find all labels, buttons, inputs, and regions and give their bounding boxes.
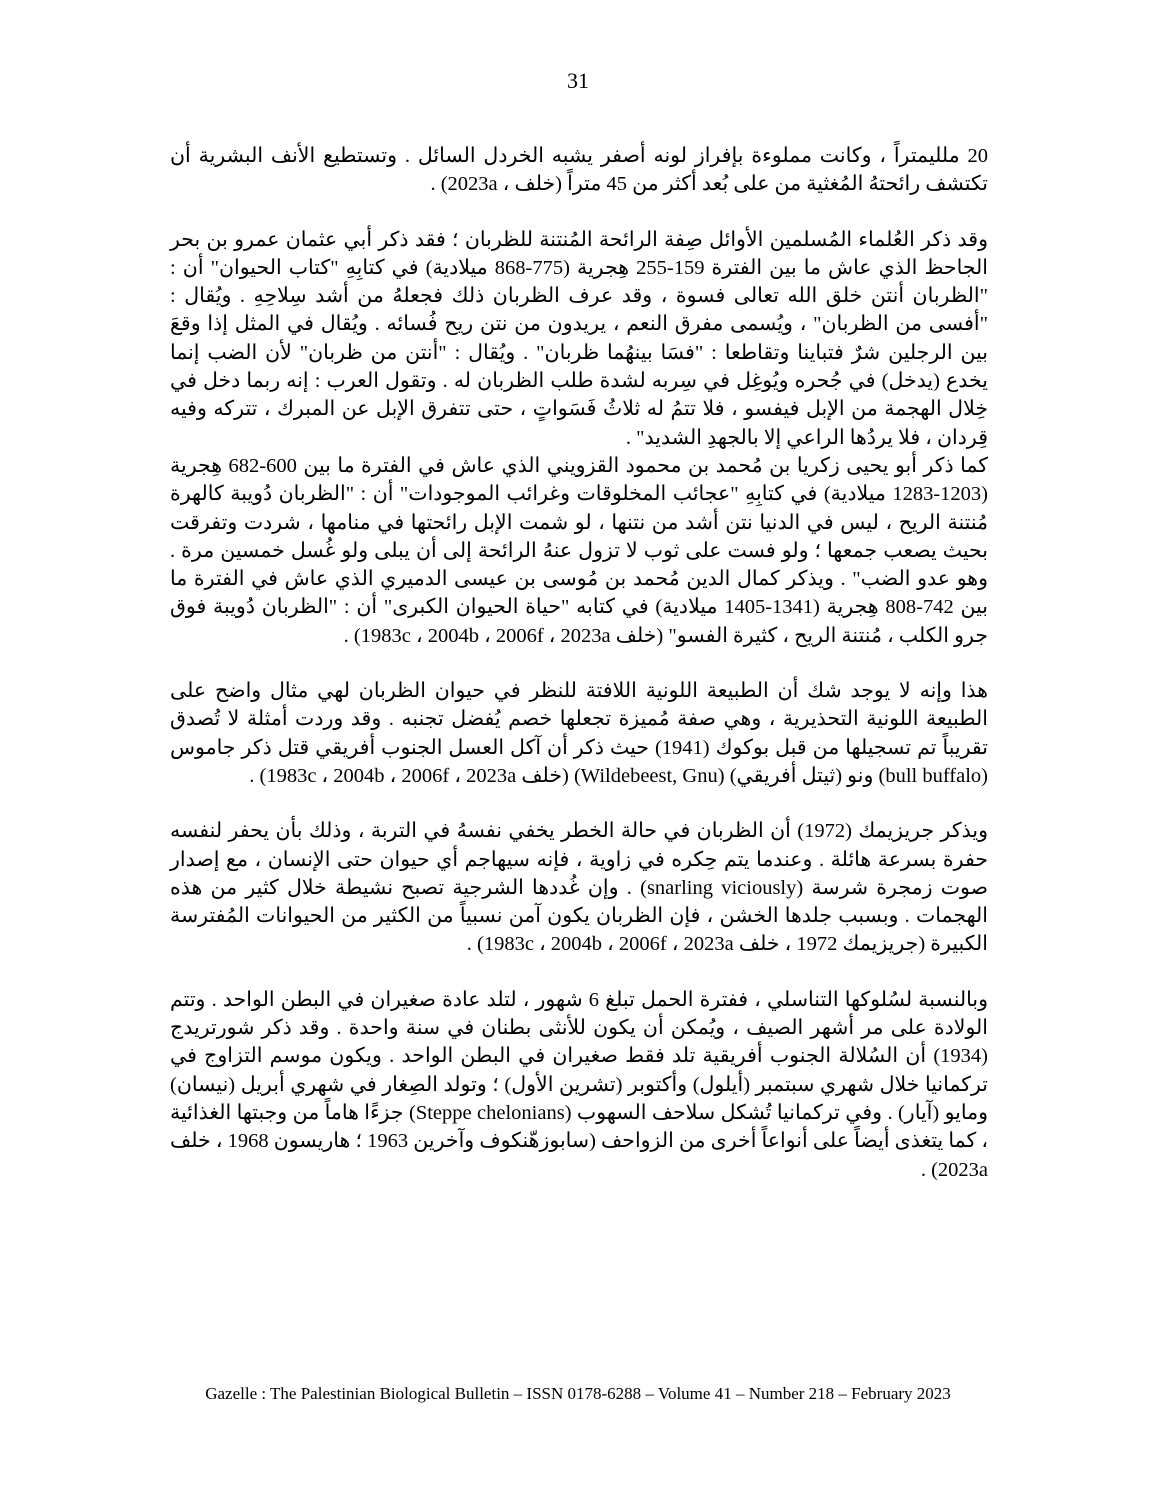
page-number: 31 <box>567 68 589 93</box>
paragraph-2: وقد ذكر العُلماء المُسلمين الأوائل صِفة الرائحة المُنتنة للظربان ؛ فقد ذكر أبي عثمان عمرو بن بحر الجاحظ الذي عاش ما بين الفترة 159-255 هِجرية (775-868 ميلادية) في كتابِهِ "كتاب الحيوان" أن : "الظربان أنتن خلق الله تعالى فسوة ، وقد عرف الظربان ذلك فجعلهُ من أشد سِلاحِهِ . ويُقال : "أفسى من الظربان" ، ويُسمى مفرق النعم ، يريدون من نتن ريح فُسائه . ويُقال في المثل إذا وقعَ بين الرجلين شرٌ فتباينا وتقاطعا : "فسَا بينهُما ظربان" . ويُقال : "أنتن من ظربان" لأن الضب إنما يخدع (يدخل) في جُحره ويُوغِل في سِربه لشدة طلب الظربان له . وتقول العرب : إنه ربما دخل في خِلال الهجمة من الإبل فيفسو ، فلا تتمُ له ثلاثُ فَسَواتٍ ، حتى تتفرق الإبل عن المبرك ، تتركه وفيه قِردان ، فلا يردُها الراعي إلا بالجهدِ الشديد" . <box>170 228 988 449</box>
paragraph-4: هذا وإنه لا يوجد شك أن الطبيعة اللونية اللافتة للنظر في حيوان الظربان لهي مثال واضح على الطبيعة اللونية التحذيرية ، وهي صفة مُميزة تجعلها خصم يُفضل تجنبه . وقد وردت أمثلة لا تُصدق تقريباً تم تسجيلها من قبل بوكوك (1941) حيث ذكر أن آكل العسل الجنوب أفريقي قتل ذكر جاموس (bull buffalo) ونو (ثيتل أفريقي) (Wildebeest, Gnu) (خلف 1983c ، 2004b ، 2006f ، 2023a) . <box>170 680 989 787</box>
paragraph-5: ويذكر جريزيمك (1972) أن الظربان في حالة الخطر يخفي نفسهُ في التربة ، وذلك بأن يحفر لنفسه حفرة بسرعة هائلة . وعندما يتم حِكره في زاوية ، فإنه سيهاجم أي حيوان حتى الإنسان ، مع إصدار صوت زمجرة شرسة (snarling viciously) . وإن غُددها الشرجية تصبح نشيطة خلال كثير من هذه الهجمات . وبسبب جلدها الخشن ، فإن الظربان يكون آمن نسبياً من الكثير من الحيوانات المُفترسة الكبيرة (جريزيمك 1972 ، خلف 1983c ، 2004b ، 2006f ، 2023a) . <box>170 820 988 956</box>
paragraph-1: 20 ملليمتراً ، وكانت مملوءة بإفراز لونه أصفر يشبه الخردل السائل . وتستطيع الأنف البشرية أن تكتشف رائحتهُ المُغثية من على بُعد أكثر من 45 متراً (خلف ، 2023a) . <box>170 145 988 196</box>
paragraph-6: وبالنسبة لسُلوكها التناسلي ، ففترة الحمل تبلغ 6 شهور ، لتلد عادة صغيران في البطن الواحد . وتتم الولادة على مر أشهر الصيف ، ويُمكن أن يكون للأنثى بطنان في سنة واحدة . وقد ذكر شورتريدج (1934) أن السُلالة الجنوب أفريقية تلد فقط صغيران في البطن الواحد . ويكون موسم التزاوج في تركمانيا خلال شهري سبتمبر (أيلول) وأكتوبر (تشرين الأول) ؛ وتولد الصِغار في شهري أبريل (نيسان) ومايو (آيار) . وفي تركمانيا تُشكل سلاحف السهوب (Steppe chelonians) جزءًا هاماً من وجبتها الغذائية ، كما يتغذى أيضاً على أنواعاً أخرى من الزواحف (سابوزهّنكوف وآخرين 1963 ؛ هاريسون 1968 ، خلف 2023a) . <box>170 988 989 1181</box>
body-text <box>170 142 988 1184</box>
paragraph-3: كما ذكر أبو يحيى زكريا بن مُحمد بن محمود القزويني الذي عاش في الفترة ما بين 600-682 هِجرية (1203-1283 ميلادية) في كتابِهِ "عجائب المخلوقات وغرائب الموجودات" أن : "الظربان دُويبة كالهرة مُنتنة الريح ، ليس في الدنيا نتن أشد من نتنها ، لو شمت الإبل رائحتها في منامها ، شردت وتفرقت بحيث يصعب جمعها ؛ ولو فست على ثوب لا تزول عنهُ الرائحة إلى أن يبلى ولو غُسل خمسين مرة . وهو عدو الضب" . ويذكر كمال الدين مُحمد بن مُوسى بن عيسى الدميري الذي عاش في الفترة ما بين 742-808 هِجرية (1341-1405 ميلادية) في كتابه "حياة الحيوان الكبرى" أن : "الظربان دُويبة فوق جرو الكلب ، مُنتنة الريح ، كثيرة الفسو" (خلف 1983c ، 2004b ، 2006f ، 2023a) . <box>170 454 988 647</box>
footer-citation: Gazelle : The Palestinian Biological Bulletin – ISSN 0178-6288 – Volume 41 – Number 218 – February 2023 <box>205 1384 951 1403</box>
